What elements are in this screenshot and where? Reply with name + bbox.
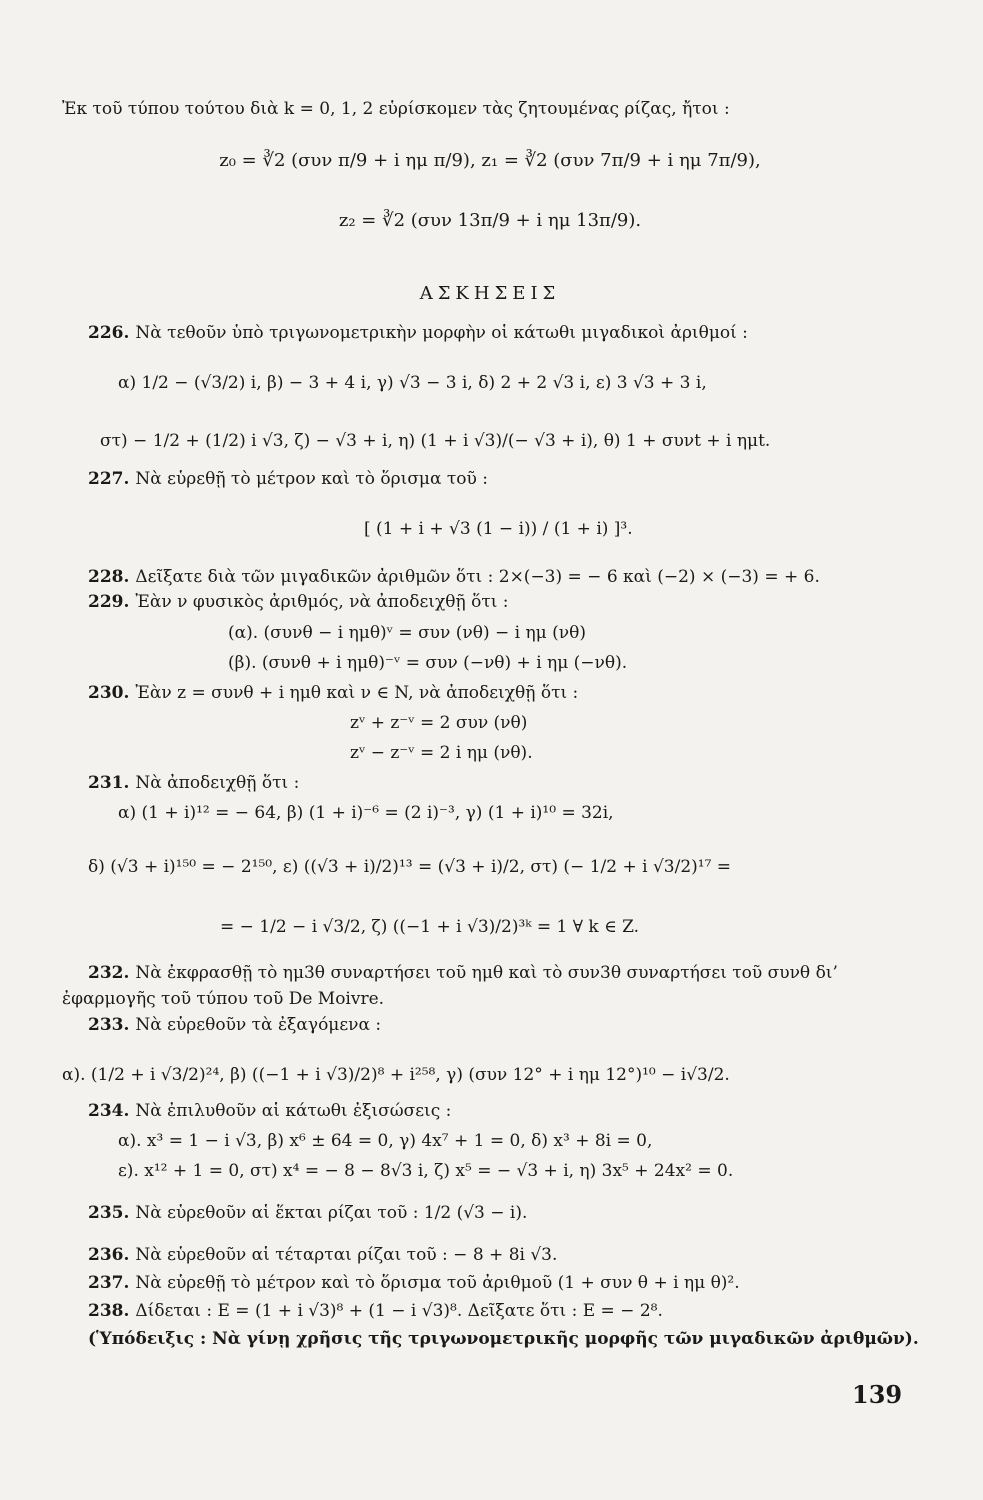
exercise-232: 232. Νὰ ἐκφρασθῇ τὸ ημ3θ συναρτήσει τοῦ ημθ καὶ τὸ συν3θ συναρτήσει τοῦ συνθ δι’ (88, 963, 838, 983)
exercise-235: 235. Νὰ εὑρεθοῦν αἱ ἕκται ρίζαι τοῦ : 1/2 (√3 − i). (88, 1203, 528, 1223)
exercise-229: 229. Ἐὰν ν φυσικὸς ἀριθμός, νὰ ἀποδειχθῇ ὅτι : (88, 592, 509, 612)
section-heading: ΑΣΚΗΣΕΙΣ (419, 283, 561, 304)
exercise-227: 227. Νὰ εὑρεθῇ τὸ μέτρον καὶ τὸ ὅρισμα τοῦ : (88, 469, 488, 489)
exercise-231-row3: = − 1/2 − i √3/2, ζ) ((−1 + i √3)/2)³ᵏ = 1 ∀ k ∈ Z. (220, 917, 640, 937)
exercise-234-row1: α). x³ = 1 − i √3, β) x⁶ ± 64 = 0, γ) 4x⁷ + 1 = 0, δ) x³ + 8i = 0, (118, 1131, 653, 1151)
exercise-226-items-2: στ) − 1/2 + (1/2) i √3, ζ) − √3 + i, η) (1 + i √3)/(− √3 + i), θ) 1 + συνt + i ημt. (100, 431, 771, 451)
exercise-237: 237. Νὰ εὑρεθῇ τὸ μέτρον καὶ τὸ ὅρισμα τοῦ ἀριθμοῦ (1 + συν θ + i ημ θ)². (88, 1273, 740, 1293)
exercise-231-row1: α) (1 + i)¹² = − 64, β) (1 + i)⁻⁶ = (2 i)⁻³, γ) (1 + i)¹⁰ = 32i, (118, 803, 614, 823)
exercise-238: 238. Δίδεται : E = (1 + i √3)⁸ + (1 − i √3)⁸. Δεῖξατε ὅτι : E = − 2⁸. (88, 1301, 663, 1321)
exercise-234: 234. Νὰ ἐπιλυθοῦν αἱ κάτωθι ἐξισώσεις : (88, 1101, 452, 1121)
exercise-234-row2: ε). x¹² + 1 = 0, στ) x⁴ = − 8 − 8√3 i, ζ) x⁵ = − √3 + i, η) 3x⁵ + 24x² = 0. (118, 1161, 734, 1181)
exercise-226: 226. Νὰ τεθοῦν ὑπὸ τριγωνομετρικὴν μορφὴν οἱ κάτωθι μιγαδικοὶ ἀριθμοί : (88, 323, 748, 343)
exercise-230-eq2: zᵛ − z⁻ᵛ = 2 i ημ (νθ). (350, 743, 533, 763)
exercise-226-items-1: α) 1/2 − (√3/2) i, β) − 3 + 4 i, γ) √3 − 3 i, δ) 2 + 2 √3 i, ε) 3 √3 + 3 i, (118, 373, 707, 393)
exercise-229-a: (α). (συνθ − i ημθ)ᵛ = συν (νθ) − i ημ (νθ) (228, 623, 586, 643)
roots-z0-z1: z₀ = ∛2 (συν π/9 + i ημ π/9), z₁ = ∛2 (συν 7π/9 + i ημ 7π/9), (219, 150, 761, 171)
page-number: 139 (852, 1380, 903, 1409)
exercise-230: 230. Ἐὰν z = συνθ + i ημθ καὶ ν ∈ N, νὰ ἀποδειχθῇ ὅτι : (88, 683, 579, 703)
exercise-238-hint: (Ὑπόδειξις : Νὰ γίνῃ χρῆσις τῆς τριγωνομετρικῆς μορφῆς τῶν μιγαδικῶν ἀριθμῶν). (88, 1329, 919, 1349)
exercise-232-cont: ἐφαρμογῆς τοῦ τύπου τοῦ De Moivre. (62, 989, 385, 1009)
exercise-231: 231. Νὰ ἀποδειχθῇ ὅτι : (88, 773, 300, 793)
intro-text: Ἐκ τοῦ τύπου τούτου διὰ k = 0, 1, 2 εὑρίσκομεν τὰς ζητουμένας ρίζας, ἤτοι : (62, 99, 730, 119)
exercise-236: 236. Νὰ εὑρεθοῦν αἱ τέταρται ρίζαι τοῦ : − 8 + 8i √3. (88, 1245, 558, 1265)
exercise-231-row2: δ) (√3 + i)¹⁵⁰ = − 2¹⁵⁰, ε) ((√3 + i)/2)¹³ = (√3 + i)/2, στ) (− 1/2 + i √3/2)¹⁷ = (88, 857, 732, 877)
exercise-228: 228. Δεῖξατε διὰ τῶν μιγαδικῶν ἀριθμῶν ὅτι : 2×(−3) = − 6 καὶ (−2) × (−3) = + 6. (88, 567, 820, 587)
roots-z2: z₂ = ∛2 (συν 13π/9 + i ημ 13π/9). (338, 210, 642, 231)
exercise-227-expression: [ (1 + i + √3 (1 − i)) / (1 + i) ]³. (364, 519, 633, 539)
exercise-230-eq1: zᵛ + z⁻ᵛ = 2 συν (νθ) (350, 713, 528, 733)
exercise-229-b: (β). (συνθ + i ημθ)⁻ᵛ = συν (−νθ) + i ημ (−νθ). (228, 653, 628, 673)
exercise-233-items: α). (1/2 + i √3/2)²⁴, β) ((−1 + i √3)/2)⁸ + i²⁵⁸, γ) (συν 12° + i ημ 12°)¹⁰ − i√3/2. (62, 1065, 730, 1085)
exercise-233: 233. Νὰ εὑρεθοῦν τὰ ἐξαγόμενα : (88, 1015, 382, 1035)
